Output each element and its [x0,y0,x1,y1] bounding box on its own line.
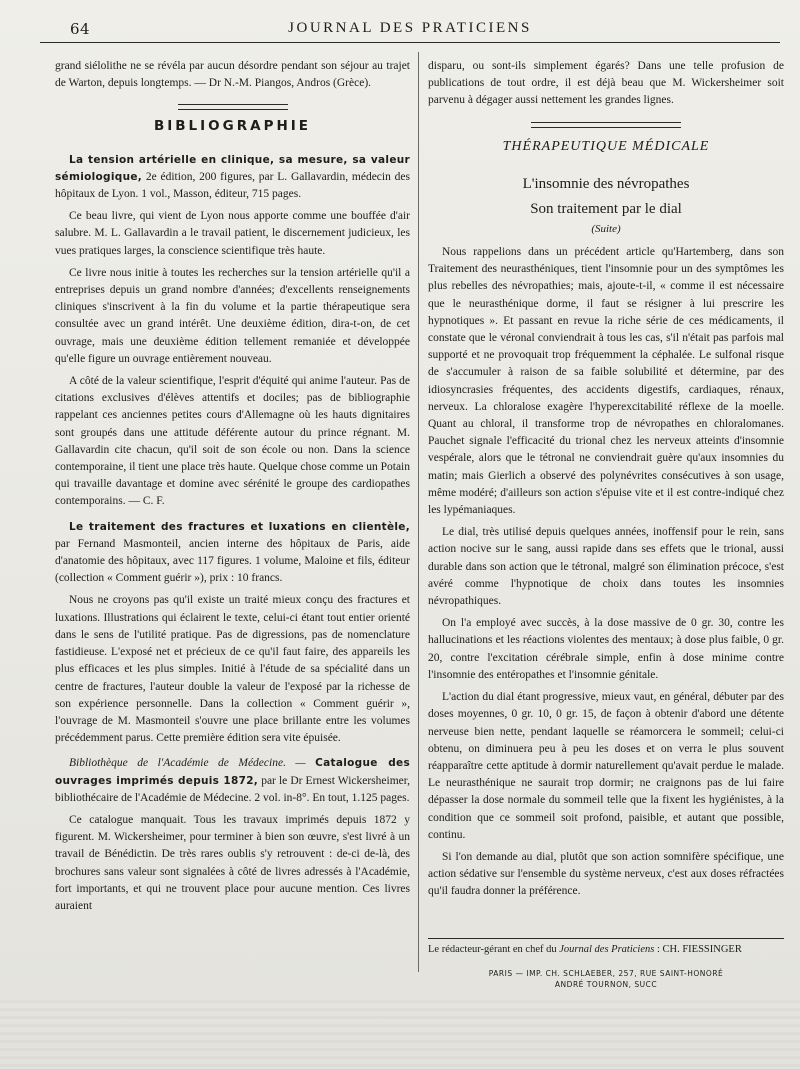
left-intro-paragraph: grand siélolithe ne se révéla par aucun désordre pendant son séjour au trajet de Warton, depuis longtemps. — Dr N.-M. Piangos, Andros (Grèce). [55,60,410,90]
article-continued-label: (Suite) [591,222,621,235]
page-header [40,18,780,43]
book1-paragraph: Ce livre nous initie à toutes les recherches sur la tension artérielle qu'il a entreprises depuis un grand nombre d'années; d'excellents renseignements cliniques s'inscrivent à la fin du volume et la partie thérapeutique sera consultée avec un grand intérêt. Une deuxième édition, dira-t-on, de cet ouvrage, mais une deuxième édition tellement remaniée et développée qu'elle figure un ouvrage entièrement nouveau. [55,266,410,365]
book2-meta: par Fernand Masmonteil, ancien interne des hôpitaux de Paris, aide d'anatomie des hôpitaux, avec 117 figures. 1 volume, Maloine et fils, éditeur (collection « Comment guérir »), prix : 10 francs. [55,537,410,585]
book2-entry [55,519,410,588]
book3-entry [55,755,410,807]
journal-title: JOURNAL DES PRATICIENS [288,20,532,36]
right-column [428,58,784,906]
printer-imprint [428,968,784,990]
book1-paragraph: Ce beau livre, qui vient de Lyon nous apporte comme une bouffée d'air salubre. M. L. Gallavardin a le travail patient, le discernement judicieux, les vues pratiques larges, la conscience scientifique très haute. [55,210,410,257]
book2-paragraph: Nous ne croyons pas qu'il existe un traité mieux conçu des fractures et luxations. Illustrations qui éclairent le texte, celui-ci étant tout entier orienté dans le sens de l'utilité pratique. Pas de digressions, pas de nomenclature fastidieuse. L'exposé net et précieux de ce qu'il faut faire, des appareils les plus efficaces et les plus simples. Initié à l'étude de sa spécialité dans un centre de fractures, l'auteur double la valeur de l'exposé par la richesse de son expérience personnelle. Dans la collection « Comment guérir », l'ouvrage de M. Masmonteil s'ouvre une place brillante entre les volumes précédemment parus. Cette première édition sera vite épuisée. [55,594,410,745]
book3-title: Catalogue des ouvrages imprimés depuis 1872, [55,757,410,787]
editor-label: Le rédacteur-gérant en chef du [428,944,560,955]
editor-name: : CH. FIESSINGER [654,944,742,955]
book1-meta: 2e édition, 200 figures, par L. Gallavardin, médecin des hôpitaux de Lyon. 1 vol., Masson, éditeur, 715 pages. [55,170,410,201]
section-rule [178,104,288,110]
book1-entry [55,152,410,204]
book2-title: Le traitement des fractures et luxations en clientèle, [69,520,410,533]
book1-paragraph: A côté de la valeur scientifique, l'esprit d'équité qui anime l'auteur. Pas de citations exclusives d'élèves attentifs et dociles; pas de bibliographie rappelant ces anciennes petites cours d'Allemagne où les hauts dignitaires sont groupés dans une attitude déférente autour du prince régnant. M. Gallavardin cite chacun, qu'il soit de son école ou non. Dans la science contemporaine, il tient une place très haute. Quelque chose comme un Potain qui travaille davantage et domine avec sérénité le groupe des cardiopathes contemporains. — C. F. [55,375,410,508]
section-rule [531,122,681,128]
therapeutics-heading: THÉRAPEUTIQUE MÉDICALE [502,138,710,154]
book1-title: La tension artérielle en clinique, sa mesure, sa valeur sémiologique, [55,153,410,183]
editor-line [428,938,784,955]
bibliography-heading: BIBLIOGRAPHIE [153,118,312,135]
right-intro-paragraph: disparu, ou sont-ils simplement égarés? Dans une telle profusion de publications de tout ordre, il est déjà beau que M. Wickersheimer soit parvenu à dégager aussi nettement les grandes lignes. [428,60,784,107]
book3-source: Bibliothèque de l'Académie de Médecine. — [69,757,316,770]
article-title-line-1: L'insomnie des névropathes [522,175,690,192]
book3-meta: par le Dr Ernest Wickersheimer, bibliothécaire de l'Académie de Médecine. 2 vol. in-8°. En tout, 1.125 pages. [55,774,410,804]
column-divider [418,52,419,972]
page-number: 64 [70,20,91,38]
article-paragraph: On l'a employé avec succès, à la dose massive de 0 gr. 30, contre les hallucinations et les réactions violentes des mentaux; à dose plus faible, 0 gr. 20, contre l'excitation cérébrale simple, enfin à dose minime contre l'insomnie des entéropathes et l'insomnie génitale. [428,617,784,681]
book3-paragraph: Ce catalogue manquait. Tous les travaux imprimés depuis 1872 y figurent. M. Wickersheimer, pour terminer à bien son œuvre, s'est livré à un travail de Bénédictin. De très rares oublis s'y retrouvent : de-ci de-là, des brochures sans valeur sont signalées à côté de livres adressés à l'Académie, fort importants, et qui ne trouvent place pour aucune mention. Ces livres auraient [55,813,410,912]
article-paragraph: L'action du dial étant progressive, mieux vaut, en général, débuter par des doses moyennes, 0 gr. 10, 0 gr. 15, de façon à obtenir d'abord une détente nerveuse bien nette, pendant laquelle se réamorcera le sommeil; celui-ci obtenu, on diminuera peu à peu les doses et on verra le plus souvent réapparaître cette aptitude à dormir naturellement qu'avait perdue le malade. Le neurasthénique ne saurait trop dormir; ne craignons pas de lui faire dépasser la dose normale du sommeil telle que la fixent les hygiénistes, à la condition que ce sommeil soit profond, paisible, et autant que possible, continu. [428,691,784,841]
article-paragraph: Le dial, très utilisé depuis quelques années, inoffensif pour le rein, sans action nocive sur le sang, aussi rapide dans ses effets que le trional, aussi durable dans son action que le tétronal, malgré son élimination précoce, s'est avéré comme l'hypnotique de choix dans toutes les insomnies névropathiques. [428,526,784,608]
imprint-line-1: PARIS — IMP. CH. SCHLAEBER, 257, RUE SAINT-HONORÉ [488,969,724,978]
article-title-line-2: Son traitement par le dial [530,200,682,217]
article-paragraph: Nous rappelions dans un précédent article qu'Hartemberg, dans son Traitement des neurasthéniques, tient l'insomnie pour un des symptômes les plus rebelles des névropathies; mais, ajoute-t-il, « comme il est nécessaire que le neurasthénique dorme, il faut se résigner à lui prescrire les hypnotiques ». Et passant en revue la riche série de ces médicaments, il constate que le véronal conviendrait à tous les cas, s'il n'était pas parfois mal supporté et ne provoquait trop fréquemment la céphalée. Le sulfonal risque de s'accumuler à raison de sa faible solubilité et détermine, par des idiosyncrasies fréquentes, des accidents digestifs, cardiaques, rénaux, nerveux. La chloralose exagère l'hyperexcitabilité réflexe de la moelle. Quant au chloral, il transforme trop de névropathes en chloralomanes. Pauchet signale l'efficacité du trional chez les nerveux atteints d'insomnie vespérale, alors que le tétronal ne conviendrait guère qu'aux insomnies du matin; mais Gierlich a observé des polynévrites consécutives à son usage, même modéré; d'ailleurs son action s'épuise vite et il est contre-indiqué chez les lypémaniaques. [428,246,784,517]
editor-journal: Journal des Praticiens [559,944,655,955]
left-column [55,58,410,920]
bleed-through-texture [0,1000,800,1069]
imprint-line-2: ANDRÉ TOURNON, SUCC [554,980,658,989]
article-paragraph: Si l'on demande au dial, plutôt que son action somnifère spécifique, une action sédative sur l'ensemble du système nerveux, c'est aux doses réfractées qu'il faudra donner la préférence. [428,850,784,898]
